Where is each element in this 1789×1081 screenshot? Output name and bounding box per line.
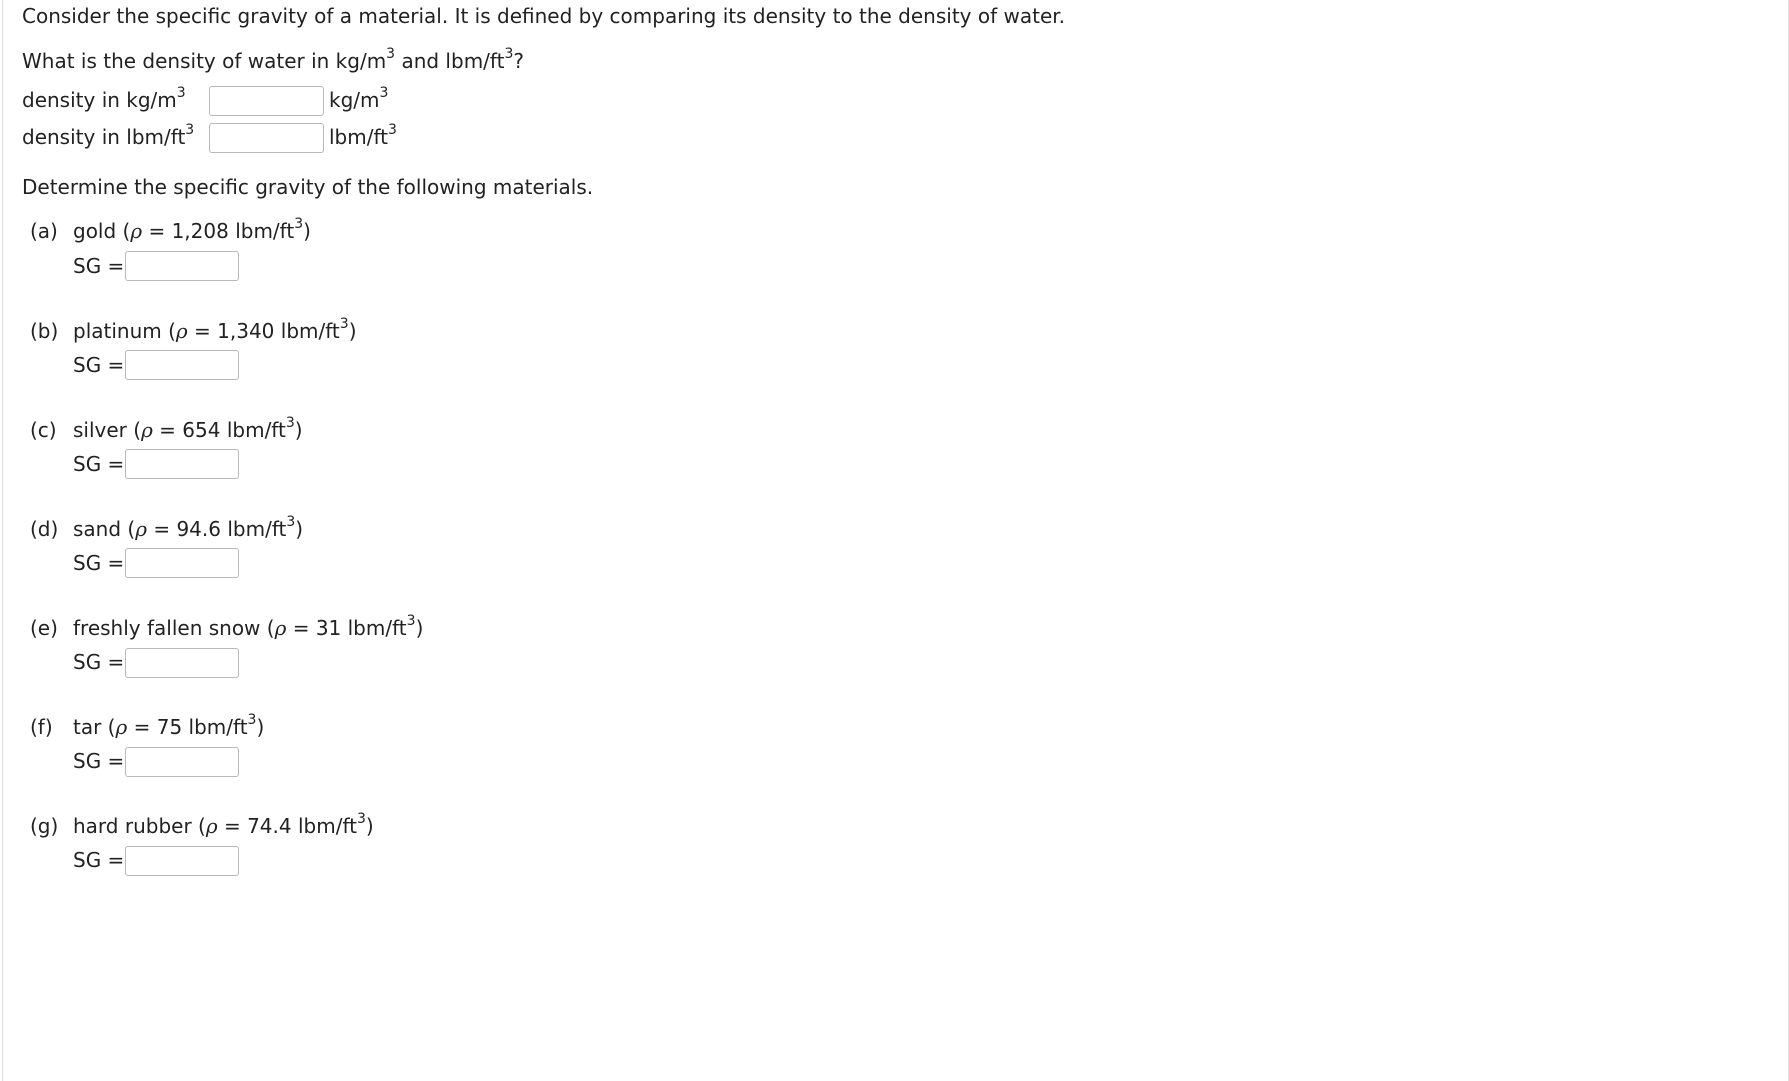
part-material <box>73 415 303 442</box>
density-kgm3-label-sup: 3 <box>176 85 186 102</box>
density-value: = 654 lbm/ft <box>152 418 286 442</box>
sg-label: SG = <box>73 254 125 278</box>
density-kgm3-unit-sup: 3 <box>379 85 389 102</box>
close-paren: ) <box>365 814 374 838</box>
rho-symbol: ρ <box>274 616 287 640</box>
close-paren: ) <box>295 517 304 541</box>
question-sup-2: 3 <box>504 46 514 63</box>
part-material <box>73 216 311 243</box>
density-lbmft3-unit-text: lbm/ft <box>329 125 389 149</box>
rho-symbol: ρ <box>115 715 128 739</box>
density-value: = 31 lbm/ft <box>286 616 407 640</box>
unit-sup: 3 <box>286 514 296 531</box>
density-value: = 1,208 lbm/ft <box>142 219 295 243</box>
material-name: sand ( <box>73 517 136 541</box>
sg-label: SG = <box>73 650 125 674</box>
close-paren: ) <box>294 418 303 442</box>
sg-input-g[interactable] <box>125 846 239 876</box>
close-paren: ) <box>303 219 311 243</box>
density-lbmft3-label-sup: 3 <box>185 122 195 139</box>
intro-text: Consider the specific gravity of a material. It is defined by comparing its density to the density of water. <box>22 4 1066 28</box>
rho-symbol: ρ <box>130 219 143 243</box>
question-mid: and lbm/ft <box>395 49 505 73</box>
part-material <box>73 514 304 541</box>
unit-sup: 3 <box>247 712 257 729</box>
density-kgm3-label-text: density in kg/m <box>22 88 177 112</box>
material-name: gold ( <box>73 219 131 243</box>
sg-label: SG = <box>73 353 125 377</box>
density-kgm3-unit-text: kg/m <box>329 88 380 112</box>
question-prefix: What is the density of water in kg/m <box>22 49 387 73</box>
density-value: = 94.6 lbm/ft <box>146 517 287 541</box>
density-value: = 1,340 lbm/ft <box>187 319 340 343</box>
density-kgm3-label <box>22 85 186 112</box>
sg-input-f[interactable] <box>125 747 239 777</box>
close-paren: ) <box>348 319 357 343</box>
unit-sup: 3 <box>356 811 366 828</box>
material-name: hard rubber ( <box>73 814 206 838</box>
density-lbmft3-label-text: density in lbm/ft <box>22 125 186 149</box>
unit-sup: 3 <box>339 316 349 333</box>
part-letter: (f) <box>30 715 53 739</box>
part-letter: (g) <box>30 814 59 838</box>
question-suffix: ? <box>513 49 524 73</box>
section-heading: Determine the specific gravity of the following materials. <box>22 175 594 199</box>
sg-input-c[interactable] <box>125 449 239 479</box>
sg-input-b[interactable] <box>125 350 239 380</box>
part-letter: (a) <box>30 219 58 243</box>
material-name: silver ( <box>73 418 142 442</box>
density-lbmft3-unit <box>329 122 397 149</box>
density-value: = 75 lbm/ft <box>127 715 248 739</box>
part-material <box>73 613 424 640</box>
water-density-question <box>22 46 524 73</box>
rho-symbol: ρ <box>175 319 188 343</box>
rho-symbol: ρ <box>205 814 218 838</box>
density-lbmft3-label <box>22 122 195 149</box>
part-letter: (b) <box>30 319 59 343</box>
part-material <box>73 712 265 739</box>
sg-input-e[interactable] <box>125 648 239 678</box>
sg-input-d[interactable] <box>125 548 239 578</box>
unit-sup: 3 <box>285 415 295 432</box>
rho-symbol: ρ <box>141 418 153 442</box>
part-letter: (d) <box>30 517 59 541</box>
material-name: platinum ( <box>73 319 176 343</box>
part-letter: (e) <box>30 616 58 640</box>
density-lbmft3-input[interactable] <box>209 123 324 153</box>
sg-input-a[interactable] <box>125 251 239 281</box>
part-material <box>73 316 357 343</box>
density-value: = 74.4 lbm/ft <box>217 814 357 838</box>
close-paren: ) <box>256 715 265 739</box>
question-sup-1: 3 <box>386 46 396 63</box>
sg-label: SG = <box>73 551 125 575</box>
density-kgm3-unit <box>329 85 389 112</box>
unit-sup: 3 <box>294 216 304 233</box>
close-paren: ) <box>415 616 424 640</box>
sg-label: SG = <box>73 848 125 872</box>
material-name: freshly fallen snow ( <box>73 616 275 640</box>
sg-label: SG = <box>73 452 125 476</box>
sg-label: SG = <box>73 749 125 773</box>
unit-sup: 3 <box>406 613 416 630</box>
density-kgm3-input[interactable] <box>209 86 324 116</box>
rho-symbol: ρ <box>135 517 147 541</box>
material-name: tar ( <box>73 715 116 739</box>
part-material <box>73 811 374 838</box>
density-lbmft3-unit-sup: 3 <box>388 122 397 139</box>
part-letter: (c) <box>30 418 57 442</box>
